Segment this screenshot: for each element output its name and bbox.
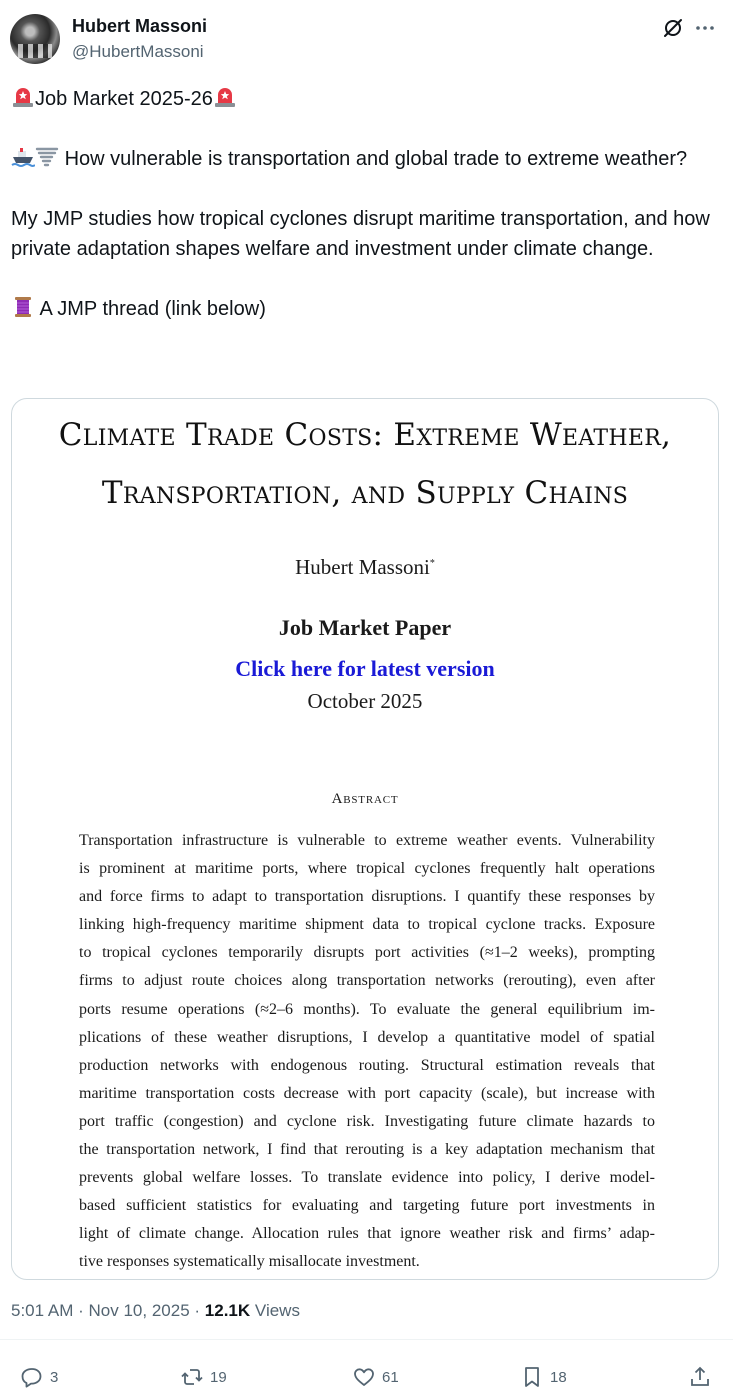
tweet-line-thread [11,294,716,324]
abstract-body [79,827,655,1277]
abstract-line: Transportation infrastructure is vulnerable to extreme weather events. Vulnerability [79,832,655,849]
paper-page [12,399,718,1279]
bookmark-count: 18 [550,1368,567,1386]
abstract-line: to tropical cyclones temporarily disrupts port activities (≈1–2 weeks), prompting [79,944,655,962]
tweet-text [11,84,716,324]
views-label: Views [254,1301,300,1320]
abstract-line: maritime transportation costs decrease with port capacity (scale), but increase with [79,1084,655,1102]
abstract-line: prevents global welfare losses. To translate evidence into policy, I derive model- [79,1169,655,1187]
tweet-line1: Job Market 2025-26 [35,88,213,110]
paper-title-line2: Transportation, and Supply Chains [101,475,629,511]
divider [0,1339,733,1340]
bookmark-icon [520,1365,544,1389]
meta-separator: · [78,1301,84,1320]
abstract-line: port traffic (congestion) and cyclone risk. Investigating future climate hazards to [79,1112,655,1130]
reply-icon [20,1365,44,1389]
abstract-line: based sufficient statistics for evaluating and targeting future port investments in [79,1197,655,1215]
like-count: 61 [382,1368,399,1386]
paper-author-mark: * [429,558,435,569]
like-button[interactable] [352,1360,399,1394]
paper-image[interactable] [11,398,719,1280]
views-count: 12.1K [204,1301,251,1320]
repost-count: 19 [210,1368,227,1386]
abstract-line: the transportation network, I find that rerouting is a key adaptation mechanism that [79,1141,655,1159]
avatar[interactable] [10,14,60,64]
tweet-date[interactable]: Nov 10, 2025 [88,1301,190,1320]
share-button[interactable] [688,1360,718,1394]
paper-author-name: Hubert Massoni [295,555,430,579]
abstract-line: tive responses systematically misallocate investment. [79,1253,420,1271]
abstract-line: and force firms to adapt to transportation disruptions. I quantify these responses by [79,888,655,906]
paper-author [12,555,718,580]
tweet-time[interactable]: 5:01 AM [11,1301,74,1320]
tweet-meta [11,1301,300,1321]
tweet-header [10,12,723,68]
abstract-line: production networks with endogenous routing. Structural estimation reveals that [79,1056,655,1074]
tweet-line-job-market [11,84,716,114]
abstract-line: ports resume operations (≈2–6 months). To evaluate the general equilibrium im- [79,1000,655,1018]
share-icon [688,1365,712,1389]
heart-icon [352,1365,376,1389]
rotating-light-icon [213,85,237,109]
tweet-line2: How vulnerable is transportation and global trade to extreme weather? [64,148,688,170]
paper-title-line1: Climate Trade Costs: Extreme Weather, [58,417,672,453]
abstract-line: is prominent at maritime ports, where tropical cyclones frequently halt operations [79,860,655,878]
rotating-light-icon [11,85,35,109]
author-handle[interactable]: @HubertMassoni [72,42,204,61]
reply-count: 3 [50,1368,59,1386]
abstract-line: plications of these weather disruptions, I develop a quantitative model of spatial [79,1028,655,1046]
repost-button[interactable] [180,1360,227,1394]
paper-latest-version-link: Click here for latest version [235,656,495,681]
bookmark-button[interactable] [520,1360,567,1394]
tweet-line4: A JMP thread (link below) [39,298,266,320]
abstract-line: light of climate change. Allocation rules that ignore weather risk and firms’ adap- [79,1225,655,1243]
tornado-icon [35,145,59,169]
abstract-line: linking high-frequency maritime shipment data to tropical cyclone tracks. Exposure [79,916,655,934]
grok-icon[interactable] [661,16,685,40]
more-icon[interactable] [693,16,717,40]
paper-type: Job Market Paper [278,615,452,640]
thread-spool-icon [11,295,35,319]
ship-icon [11,145,35,169]
abstract-heading: Abstract [331,791,399,807]
meta-separator-2: · [194,1301,201,1320]
tweet-line-question [11,144,716,174]
repost-icon [180,1365,204,1389]
action-bar [0,1360,733,1394]
author-name[interactable]: Hubert Massoni [72,16,208,36]
paper-date: October 2025 [307,689,423,713]
abstract-line: firms to adjust route choices along transportation networks (rerouting), even after [79,972,655,990]
tweet-line3: My JMP studies how tropical cyclones disrupt maritime transportation, and how private adaptation shapes welfare and investment under climate change. [11,208,710,260]
reply-button[interactable] [20,1360,58,1394]
